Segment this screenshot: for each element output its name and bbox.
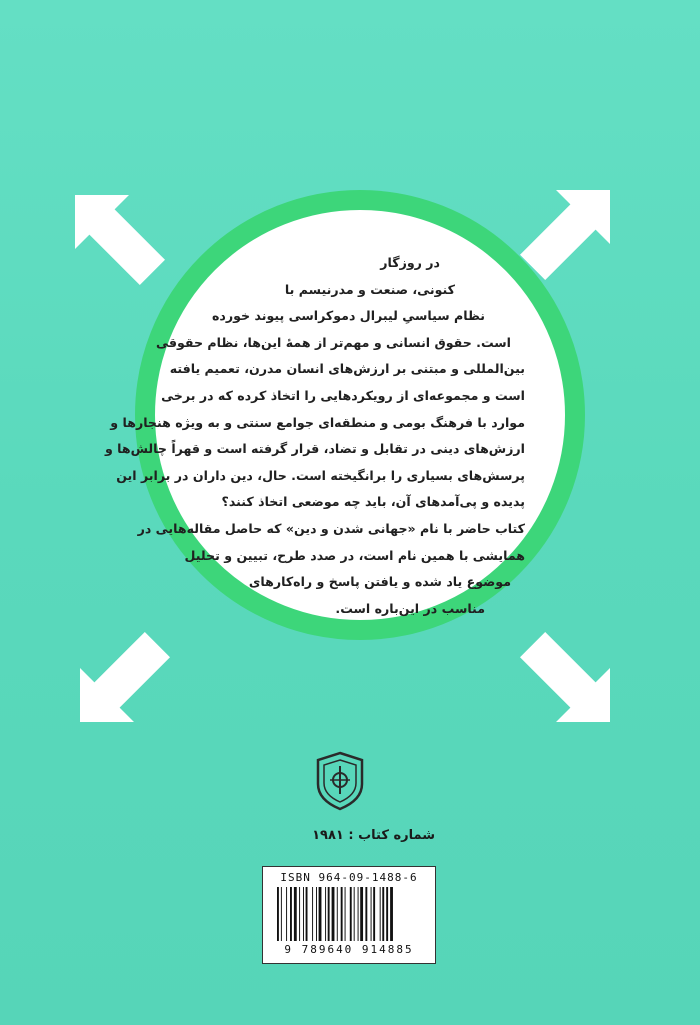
blurb-line: نظام سیاسیِ لیبرال دموکراسی پیوند خورده — [212, 308, 485, 324]
blurb-line: پرسش‌های بسیاری را برانگیخته است. حال، دین داران در برابر این — [116, 467, 525, 483]
blurb-line: مناسب در این‌باره است. — [335, 600, 485, 616]
barcode-bar — [341, 887, 343, 941]
barcode-bar — [328, 887, 330, 941]
blurb-line: ارزش‌های دینی در تقابل و تضاد، قرار گرفته است و قهراً چالش‌ها و — [104, 441, 525, 457]
barcode-bar — [290, 887, 292, 941]
blurb-line: کنونی، صنعت و مدرنیسم با — [284, 281, 455, 297]
blurb-line: است. حقوق انسانی و مهم‌تر از همهٔ این‌ها، نظام حقوقی — [156, 334, 511, 350]
barcode-bar — [332, 887, 335, 941]
barcode-bar — [390, 887, 393, 941]
arrow-up-left-icon — [75, 195, 165, 285]
blurb-line: کتاب حاضر با نام «جهانی شدن و دین» که حاصل مقاله‌هایی در — [137, 520, 525, 536]
book-number: شماره کتاب : ۱۹۸۱ — [312, 828, 435, 843]
barcode-bar — [345, 887, 346, 941]
blurb-line: بین‌المللی و مبتنی بر ارزش‌های انسان مدرن، تعمیم یافته — [169, 361, 525, 377]
barcode-bar — [337, 887, 338, 941]
barcode-bar — [281, 887, 282, 941]
blurb-line: موضوع یاد شده و یافتن پاسخ و راه‌کارهای — [248, 574, 511, 590]
barcode-bar — [306, 887, 308, 941]
arrow-down-left-icon — [80, 632, 170, 722]
arrow-up-right-icon — [520, 190, 610, 280]
arrow-down-right-icon — [520, 632, 610, 722]
blurb-line: همایشی با همین نام است، در صدد طرح، تبیین و تحلیل — [184, 547, 525, 563]
barcode-bar — [286, 887, 287, 941]
blurb-line: موارد با فرهنگ بومی و منطقه‌ای جوامع سنتی و به ویژه هنجارها و — [110, 414, 525, 430]
barcode-bar — [303, 887, 304, 941]
barcode-bar — [277, 887, 279, 941]
barcode-bar — [371, 887, 372, 941]
barcode-bar — [360, 887, 363, 941]
blurb-line: پدیده و پی‌آمدهای آن، باید چه موضعی اتخاذ کنند؟ — [221, 494, 525, 510]
barcode-bar — [373, 887, 375, 941]
barcode-bar — [294, 887, 297, 941]
blurb-line: در روزگار — [380, 255, 440, 270]
barcode-bar — [350, 887, 352, 941]
barcode-label — [262, 866, 436, 964]
isbn-number: ISBN 964-09-1488-6 — [280, 871, 418, 884]
barcode-icon — [277, 887, 421, 941]
barcode-bar — [299, 887, 300, 941]
back-cover-blurb — [104, 250, 525, 622]
blurb-line: است و مجموعه‌ای از رویکردهایی را اتخاذ کرده که در برخی — [161, 387, 525, 403]
barcode-bar — [365, 887, 367, 941]
barcode-bar — [354, 887, 355, 941]
publisher-logo-icon — [310, 750, 370, 812]
ean-number: 9 789640 914885 — [284, 943, 414, 956]
barcode-bar — [325, 887, 326, 941]
barcode-bar — [386, 887, 388, 941]
barcode-bar — [358, 887, 359, 941]
barcode-bar — [380, 887, 381, 941]
barcode-bar — [319, 887, 322, 941]
barcode-bar — [316, 887, 317, 941]
barcode-bar — [382, 887, 384, 941]
barcode-bar — [312, 887, 313, 941]
